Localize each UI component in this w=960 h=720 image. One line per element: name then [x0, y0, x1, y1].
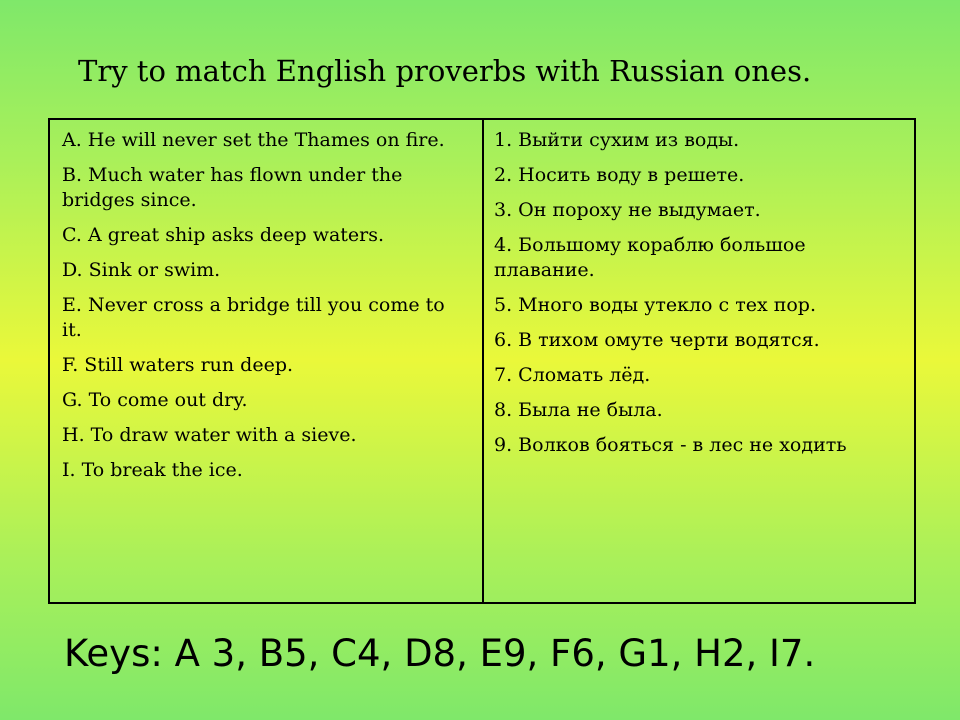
- english-proverb-g: G. To come out dry.: [62, 389, 248, 411]
- russian-proverb-1: 1. Выйти сухим из воды.: [494, 129, 740, 151]
- english-proverb-b: B. Much water has flown under the bridges since.: [62, 164, 403, 211]
- russian-proverb-4: 4. Большому кораблю большое плавание.: [494, 234, 806, 281]
- english-proverb-d: D. Sink or swim.: [62, 259, 221, 281]
- english-proverb-e: E. Never cross a bridge till you come to it.: [62, 294, 445, 341]
- answer-keys: Keys: A 3, B5, C4, D8, E9, F6, G1, H2, I7.: [64, 632, 816, 675]
- russian-proverb-7: 7. Сломать лёд.: [494, 364, 651, 386]
- english-proverb-a: A. He will never set the Thames on fire.: [62, 129, 445, 151]
- russian-proverb-2: 2. Носить воду в решете.: [494, 164, 745, 186]
- russian-proverb-3: 3. Он пороху не выдумает.: [494, 199, 761, 221]
- russian-proverbs-column: [484, 120, 914, 602]
- russian-proverb-9: 9. Волков бояться - в лес не ходить: [494, 434, 847, 456]
- slide-title: Try to match English proverbs with Russian ones.: [78, 54, 812, 88]
- russian-proverb-8: 8. Была не была.: [494, 399, 663, 421]
- english-proverb-c: C. A great ship asks deep waters.: [62, 224, 385, 246]
- english-proverbs-column: [50, 120, 484, 602]
- english-proverb-f: F. Still waters run deep.: [62, 354, 294, 376]
- russian-proverb-6: 6. В тихом омуте черти водятся.: [494, 329, 820, 351]
- russian-proverb-5: 5. Много воды утекло с тех пор.: [494, 294, 817, 316]
- english-proverb-h: H. To draw water with a sieve.: [62, 424, 357, 446]
- proverbs-table: [48, 118, 916, 604]
- english-proverb-i: I. To break the ice.: [62, 459, 243, 481]
